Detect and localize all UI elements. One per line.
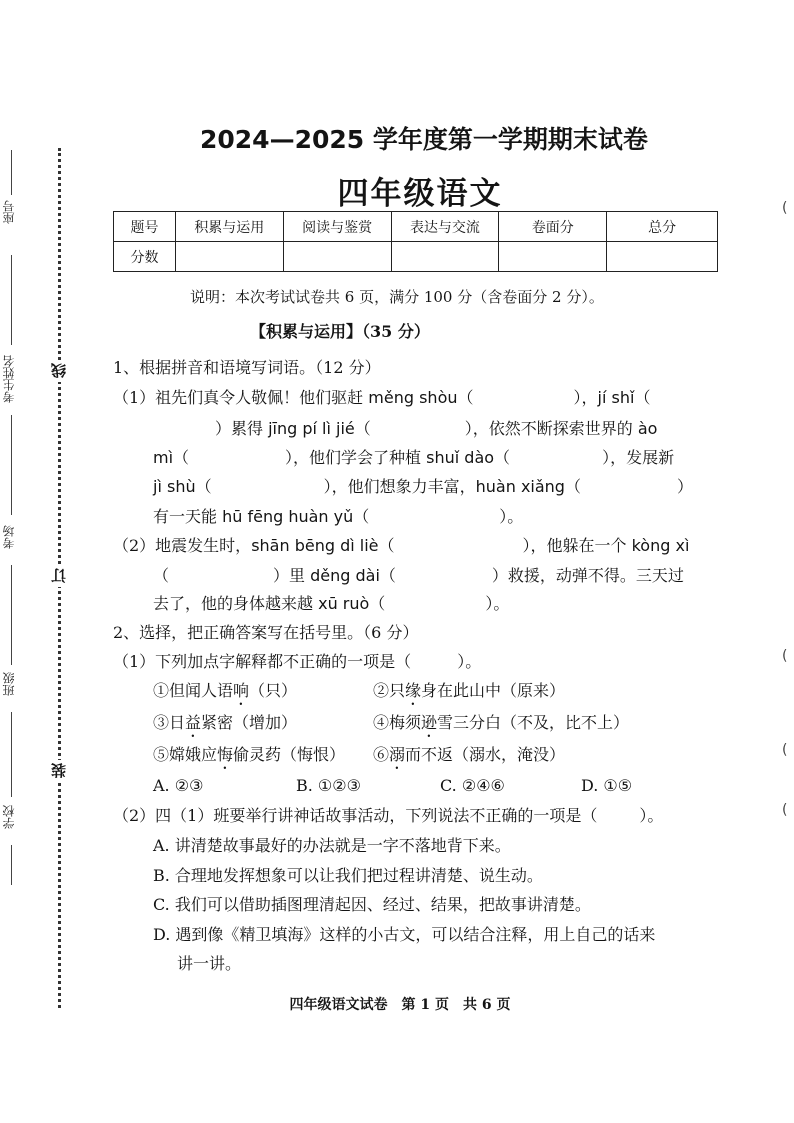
text: （2）四（1）班要举行讲神话故事活动，下列说法不正确的一项是（: [113, 806, 598, 825]
pinyin: shān bēng dì liè: [251, 536, 379, 555]
exam-room-line[interactable]: [11, 565, 12, 665]
text: ）救援，动弹不得。三天过: [491, 566, 684, 585]
bracket: （: [378, 536, 395, 555]
text: ），他们想象力丰富，: [323, 477, 476, 496]
pinyin: jí shǐ: [597, 388, 635, 407]
choice-a[interactable]: A. ②③: [153, 776, 204, 795]
q1-line: [153, 566, 684, 586]
exam-no-line[interactable]: [11, 255, 12, 345]
q1-line: [153, 448, 674, 468]
pinyin: xū ruò: [318, 594, 370, 613]
bracket: （: [457, 388, 474, 407]
pinyin: ào: [637, 419, 658, 438]
pinyin: huàn xiǎng: [475, 477, 565, 496]
school-line[interactable]: [11, 845, 12, 885]
section-title: 【积累与运用】（35 分）: [250, 322, 430, 341]
q1-title: 1、根据拼音和语境写词语。（12 分）: [113, 358, 381, 377]
dotted-char: 益: [185, 713, 202, 732]
q2-sub2-stem: [113, 806, 663, 826]
score-table-head-cell: 积累与运用: [175, 212, 283, 242]
q2-sub2-option-c[interactable]: C. 我们可以借助插图理清起因、经过、结果，把故事讲清楚。: [153, 895, 591, 914]
text: 紧密（增加）: [201, 713, 298, 732]
score-table: [113, 211, 718, 272]
text: ③日: [153, 713, 186, 732]
score-table-header-row: [114, 212, 718, 242]
text: （1）祖先们真令人敬佩！他们驱赶: [113, 388, 369, 407]
text: ）里: [273, 566, 311, 585]
dotted-char: 溺: [389, 745, 406, 764]
bracket: （: [173, 448, 190, 467]
score-cell[interactable]: [175, 242, 283, 272]
q1-line: [113, 388, 650, 408]
bracket: （: [494, 448, 511, 467]
text: ⑤嫦娥应: [153, 745, 218, 764]
choice-c[interactable]: C. ②④⑥: [440, 776, 505, 795]
option-item: [153, 745, 345, 773]
score-table-head-cell: 阅读与鉴赏: [283, 212, 391, 242]
q2-sub2-option-d[interactable]: D. 遇到像《精卫填海》这样的小古文，可以结合注释，用上自己的话来: [153, 925, 656, 944]
seat-number-label: 座号: [2, 200, 16, 224]
text: ），: [573, 388, 598, 407]
option-item: [373, 745, 565, 773]
q2-sub2-option-b[interactable]: B. 合理地发挥想象可以让我们把过程讲清楚、说生动。: [153, 866, 543, 885]
q1-line: [153, 594, 509, 614]
score-row-label: 分数: [114, 242, 176, 272]
score-table-score-row: [114, 242, 718, 272]
cut-mark-ding: 订: [48, 565, 70, 587]
bracket: （: [634, 388, 651, 407]
bracket: （: [153, 566, 170, 585]
score-cell[interactable]: [607, 242, 718, 272]
bracket: （: [195, 477, 212, 496]
choice-d[interactable]: D. ①⑤: [581, 776, 633, 795]
pinyin: jì shù: [153, 477, 196, 496]
score-cell[interactable]: [391, 242, 499, 272]
text: （1）下列加点字解释都不正确的一项是（: [113, 652, 412, 671]
text: 有一天能: [153, 507, 223, 526]
option-item: [153, 681, 297, 709]
bracket: ）。: [499, 507, 524, 526]
bracket: （: [379, 566, 396, 585]
text: ），依然不断探索世界的: [464, 419, 638, 438]
edge-bracket-mark: (: [782, 648, 788, 664]
exam-room-label: 考场: [2, 525, 16, 549]
q1-line: [153, 477, 693, 497]
option-item: [373, 681, 565, 709]
dotted-char: 悔: [217, 745, 234, 764]
dotted-char: 逊: [421, 713, 438, 732]
page-footer: 四年级语文试卷 第 1 页 共 6 页: [289, 997, 511, 1013]
bracket: （: [353, 507, 370, 526]
cut-mark-zhuang: 装: [48, 760, 70, 782]
score-cell[interactable]: [283, 242, 391, 272]
score-table-head-cell: 题号: [114, 212, 176, 242]
choice-b[interactable]: B. ①②③: [296, 776, 361, 795]
pinyin: kòng xì: [631, 536, 690, 555]
pinyin: děng dài: [310, 566, 380, 585]
text: ），他们学会了种植: [285, 448, 427, 467]
text: 身在此山中（原来）: [421, 681, 566, 700]
edge-bracket-mark: (: [782, 802, 788, 818]
bracket: ）。: [639, 806, 664, 825]
q1-line: [113, 536, 689, 556]
dotted-char: 缘: [405, 681, 422, 700]
text: 而不返（溺水，淹没）: [405, 745, 566, 764]
score-cell[interactable]: [499, 242, 607, 272]
text: ），他躲在一个: [522, 536, 632, 555]
text: 偷灵药（悔恨）: [233, 745, 346, 764]
text: ⑥: [373, 745, 390, 764]
text: ④梅须: [373, 713, 422, 732]
pinyin: hū fēng huàn yǔ: [222, 507, 354, 526]
pinyin: shuǐ dào: [426, 448, 495, 467]
score-table-head-cell: 总分: [607, 212, 718, 242]
bracket: （: [369, 594, 386, 613]
cut-mark-xian: 线: [48, 360, 70, 382]
pinyin: jīng pí lì jié: [268, 419, 355, 438]
bracket: ）。: [485, 594, 510, 613]
dotted-char: 响: [233, 681, 250, 700]
score-table-head-cell: 表达与交流: [391, 212, 499, 242]
text: 去了，他的身体越来越: [153, 594, 319, 613]
class-line[interactable]: [11, 712, 12, 797]
exam-title: 2024—2025 学年度第一学期期末试卷: [200, 125, 648, 154]
bracket: ）: [676, 477, 693, 496]
text: （2）地震发生时，: [113, 536, 252, 555]
text: ①但闻人语: [153, 681, 234, 700]
student-name-label: 考生姓名: [2, 355, 16, 403]
pinyin: mì: [153, 448, 174, 467]
bracket: （: [564, 477, 581, 496]
q1-line: [153, 419, 657, 439]
exam-subtitle: 四年级语文: [337, 176, 503, 212]
option-item: [153, 713, 297, 741]
bracket: （: [354, 419, 371, 438]
q1-line: [153, 507, 523, 527]
q2-title: 2、选择，把正确答案写在括号里。（6 分）: [113, 623, 419, 642]
pinyin: měng shòu: [368, 388, 458, 407]
q2-sub2-option-d-cont: 讲一讲。: [177, 954, 242, 973]
seat-number-line[interactable]: [11, 150, 12, 195]
exam-instructions: 说明：本次考试试卷共 6 页，满分 100 分（含卷面分 2 分）。: [190, 288, 604, 306]
text: ②只: [373, 681, 406, 700]
score-table-head-cell: 卷面分: [499, 212, 607, 242]
text: （只）: [249, 681, 298, 700]
school-label: 学校: [2, 805, 16, 829]
class-label: 班级: [2, 672, 16, 696]
option-item: [373, 713, 629, 741]
q2-sub2-option-a[interactable]: A. 讲清楚故事最好的办法就是一字不落地背下来。: [153, 836, 511, 855]
q2-sub1-stem: [113, 652, 481, 672]
edge-bracket-mark: (: [782, 200, 788, 216]
text: 雪三分白（不及，比不上）: [437, 713, 630, 732]
text: ），发展新: [602, 448, 675, 467]
student-name-line[interactable]: [11, 415, 12, 515]
bracket: ）。: [457, 652, 482, 671]
edge-bracket-mark: (: [782, 742, 788, 758]
text: ）累得: [215, 419, 269, 438]
